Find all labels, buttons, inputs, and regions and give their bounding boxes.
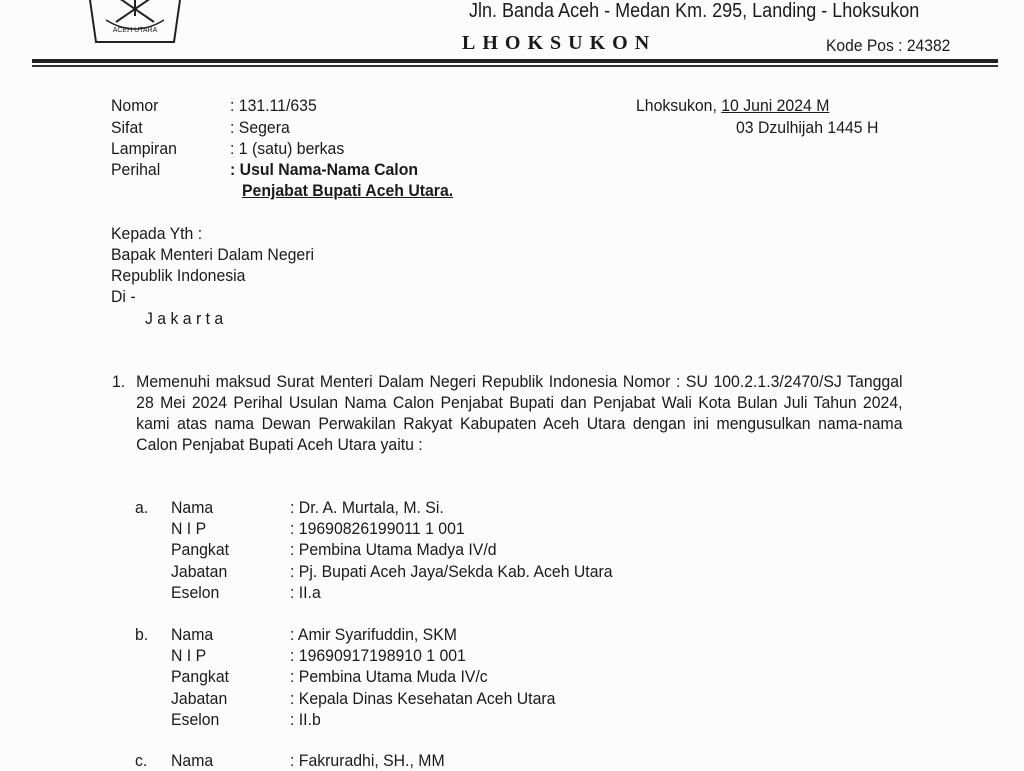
recipient-line: Di - [111, 287, 136, 306]
candidate-field-label: Jabatan [171, 688, 228, 708]
letterhead-rule [32, 59, 998, 63]
candidate-field-value: : Pembina Utama Madya IV/d [290, 540, 497, 560]
meta-value-sifat: : Segera [230, 118, 290, 137]
candidate-field-value: : Kepala Dinas Kesehatan Aceh Utara [290, 688, 556, 708]
letterhead-address: Jln. Banda Aceh - Medan Km. 295, Landing - Lhoksukon [469, 0, 920, 22]
recipient-line: Bapak Menteri Dalam Negeri [111, 245, 314, 264]
place: Lhoksukon, [636, 96, 722, 115]
paragraph-text: Memenuhi maksud Surat Menteri Dalam Negeri Republik Indonesia Nomor : SU 100.2.1.3/2470/SJ Tanggal 28 Mei 2024 Perihal Usulan Nama Calon Penjabat Bupati dan Penjabat Wali Kota Bulan Juli Tahun 2024, kami atas nama Dewan Perwakilan Rakyat Kabupaten Aceh Utara dengan ini mengusulkan nama-nama Calon Penjabat Bupati Aceh Utara yaitu : [136, 372, 903, 454]
candidate-field-label: N I P [171, 519, 207, 539]
meta-value-lampiran: : 1 (satu) berkas [230, 139, 345, 158]
body-paragraph [112, 371, 903, 455]
candidate-field-label: Pangkat [171, 540, 230, 560]
candidate-field-value: : II.a [290, 582, 321, 602]
candidate-field-label: Pangkat [171, 667, 230, 687]
letterhead-rule-thin [32, 65, 998, 67]
date-hijri: 03 Dzulhijah 1445 H [736, 118, 879, 137]
candidate-field-value: : Pembina Utama Muda IV/c [290, 667, 488, 687]
candidate-field-label: Eselon [171, 709, 220, 729]
recipient-city: J a k a r t a [145, 309, 224, 328]
date-masehi: 10 Juni 2024 M [721, 96, 830, 115]
recipient-line: Kepada Yth : [111, 224, 203, 243]
candidate-field-value: : 19690917198910 1 001 [290, 646, 466, 666]
candidate-field-value: : 19690826199011 1 001 [290, 519, 465, 539]
candidate-letter: c. [135, 751, 148, 770]
candidate-field-label: Jabatan [171, 561, 228, 581]
recipient-line: Republik Indonesia [111, 266, 246, 285]
meta-label-lampiran: Lampiran [111, 139, 177, 158]
candidate-field-label: Eselon [171, 582, 220, 602]
candidate-field-value: : Pj. Bupati Aceh Jaya/Sekda Kab. Aceh Utara [290, 561, 613, 581]
date-line-1 [636, 96, 829, 116]
meta-value-perihal: : Usul Nama-Nama Calon [230, 160, 419, 179]
candidate-letter: b. [135, 625, 149, 644]
candidate-field-label: Nama [171, 751, 214, 770]
candidate-field-value: : Dr. A. Murtala, M. Si. [290, 498, 444, 517]
postal-code: Kode Pos : 24382 [826, 36, 951, 55]
paragraph-number: 1. [112, 372, 126, 391]
candidate-field-label: N I P [171, 646, 207, 666]
meta-label-perihal: Perihal [111, 160, 161, 179]
meta-label-sifat: Sifat [111, 118, 143, 137]
candidate-field-label: Nama [171, 625, 214, 644]
meta-value-perihal-2: Penjabat Bupati Aceh Utara. [242, 181, 454, 200]
candidate-field-value: : Fakruradhi, SH., MM [290, 751, 445, 770]
candidate-field-value: : II.b [290, 709, 321, 729]
svg-text:ACEH UTARA: ACEH UTARA [112, 27, 158, 34]
meta-value-nomor: : 131.11/635 [230, 96, 317, 115]
meta-label-nomor: Nomor [111, 96, 159, 115]
candidate-field-label: Nama [171, 498, 214, 517]
aceh-utara-logo [86, 0, 184, 44]
letterhead-city: LHOKSUKON [462, 32, 657, 54]
candidate-letter: a. [135, 498, 149, 517]
candidate-field-value: : Amir Syarifuddin, SKM [290, 625, 457, 644]
